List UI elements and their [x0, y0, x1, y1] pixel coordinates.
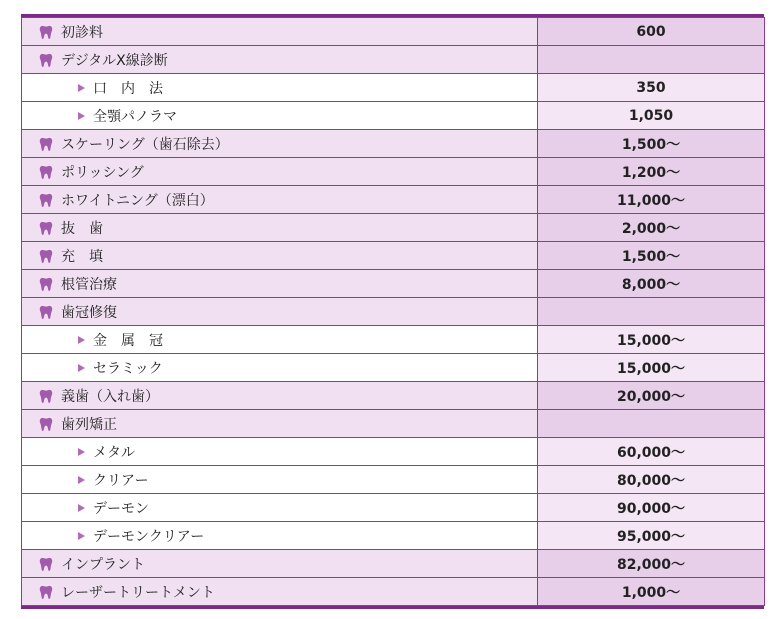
- treatment-cell: [22, 410, 538, 438]
- treatment-label-wrap: [22, 46, 537, 73]
- treatment-name: スケーリング（歯石除去）: [61, 136, 229, 153]
- tooth-icon: [38, 584, 54, 600]
- triangle-arrow-icon: [78, 112, 85, 120]
- tooth-icon: [38, 136, 54, 152]
- treatment-name: レーザートリートメント: [61, 584, 215, 601]
- price-cell: 8,000～: [538, 270, 765, 298]
- treatment-label-wrap: [22, 18, 537, 45]
- tooth-icon: [38, 52, 54, 68]
- price-cell: 15,000～: [538, 354, 765, 382]
- treatment-name: クリアー: [93, 472, 149, 489]
- treatment-label-wrap: [22, 382, 537, 409]
- treatment-name: 根管治療: [61, 276, 117, 293]
- treatment-name: セラミック: [93, 360, 163, 377]
- treatment-cell: [22, 382, 538, 410]
- treatment-name: 充 填: [61, 248, 103, 265]
- category-row: [22, 214, 765, 242]
- price-cell: 1,050: [538, 102, 765, 130]
- treatment-label-wrap: [22, 410, 537, 437]
- treatment-cell: [22, 550, 538, 578]
- treatment-label-wrap: [22, 438, 537, 465]
- sub-row: [22, 74, 765, 102]
- triangle-arrow-icon: [78, 476, 85, 484]
- category-row: [22, 158, 765, 186]
- treatment-name: 金 属 冠: [93, 332, 163, 349]
- treatment-label-wrap: [22, 130, 537, 157]
- treatment-name: 初診料: [61, 24, 103, 41]
- treatment-name: ポリッシング: [61, 164, 144, 181]
- price-table-container: [21, 14, 764, 609]
- treatment-cell: [22, 186, 538, 214]
- treatment-cell: [22, 102, 538, 130]
- sub-row: [22, 438, 765, 466]
- treatment-cell: [22, 130, 538, 158]
- price-cell: [538, 46, 765, 74]
- treatment-cell: [22, 214, 538, 242]
- treatment-name: インプラント: [61, 556, 145, 573]
- price-cell: 600: [538, 18, 765, 46]
- price-cell: 15,000～: [538, 326, 765, 354]
- tooth-icon: [38, 276, 54, 292]
- treatment-label-wrap: [22, 494, 537, 521]
- treatment-label-wrap: [22, 326, 537, 353]
- treatment-label-wrap: [22, 522, 537, 549]
- treatment-cell: [22, 438, 538, 466]
- treatment-cell: [22, 354, 538, 382]
- price-cell: 1,000～: [538, 578, 765, 606]
- category-row: [22, 242, 765, 270]
- treatment-label-wrap: [22, 186, 537, 213]
- price-cell: [538, 410, 765, 438]
- price-cell: 1,500～: [538, 242, 765, 270]
- price-cell: 80,000～: [538, 466, 765, 494]
- sub-row: [22, 354, 765, 382]
- category-row: [22, 382, 765, 410]
- price-cell: 2,000～: [538, 214, 765, 242]
- category-row: [22, 410, 765, 438]
- treatment-label-wrap: [22, 354, 537, 381]
- price-cell: 82,000～: [538, 550, 765, 578]
- tooth-icon: [38, 388, 54, 404]
- price-cell: 350: [538, 74, 765, 102]
- treatment-cell: [22, 494, 538, 522]
- tooth-icon: [38, 192, 54, 208]
- treatment-name: デジタルX線診断: [61, 52, 168, 69]
- treatment-cell: [22, 46, 538, 74]
- treatment-name: 全顎パノラマ: [93, 108, 177, 125]
- price-cell: 1,500～: [538, 130, 765, 158]
- tooth-icon: [38, 304, 54, 320]
- treatment-cell: [22, 578, 538, 606]
- treatment-cell: [22, 270, 538, 298]
- sub-row: [22, 522, 765, 550]
- sub-row: [22, 102, 765, 130]
- triangle-arrow-icon: [78, 84, 85, 92]
- category-row: [22, 298, 765, 326]
- category-row: [22, 186, 765, 214]
- tooth-icon: [38, 556, 54, 572]
- price-cell: 1,200～: [538, 158, 765, 186]
- treatment-label-wrap: [22, 578, 537, 605]
- treatment-label-wrap: [22, 550, 537, 577]
- treatment-cell: [22, 242, 538, 270]
- triangle-arrow-icon: [78, 448, 85, 456]
- bottom-border-bar: [21, 606, 764, 609]
- treatment-label-wrap: [22, 466, 537, 493]
- triangle-arrow-icon: [78, 532, 85, 540]
- tooth-icon: [38, 164, 54, 180]
- triangle-arrow-icon: [78, 504, 85, 512]
- treatment-label-wrap: [22, 102, 537, 129]
- triangle-arrow-icon: [78, 336, 85, 344]
- triangle-arrow-icon: [78, 364, 85, 372]
- treatment-cell: [22, 466, 538, 494]
- treatment-name: 義歯（入れ歯）: [61, 388, 159, 405]
- category-row: [22, 130, 765, 158]
- treatment-label-wrap: [22, 74, 537, 101]
- treatment-label-wrap: [22, 242, 537, 269]
- sub-row: [22, 326, 765, 354]
- category-row: [22, 550, 765, 578]
- price-cell: 11,000～: [538, 186, 765, 214]
- price-cell: 20,000～: [538, 382, 765, 410]
- price-table-body: [22, 18, 765, 606]
- price-cell: 95,000～: [538, 522, 765, 550]
- treatment-label-wrap: [22, 298, 537, 325]
- treatment-name: ホワイトニング（漂白）: [61, 192, 214, 209]
- category-row: [22, 18, 765, 46]
- treatment-name: 歯冠修復: [61, 304, 117, 321]
- treatment-name: 抜 歯: [61, 220, 103, 237]
- category-row: [22, 270, 765, 298]
- treatment-name: デーモンクリアー: [93, 528, 205, 545]
- price-cell: 60,000～: [538, 438, 765, 466]
- treatment-label-wrap: [22, 270, 537, 297]
- tooth-icon: [38, 220, 54, 236]
- treatment-cell: [22, 522, 538, 550]
- category-row: [22, 46, 765, 74]
- treatment-cell: [22, 158, 538, 186]
- treatment-name: デーモン: [93, 500, 149, 517]
- tooth-icon: [38, 416, 54, 432]
- tooth-icon: [38, 24, 54, 40]
- treatment-cell: [22, 298, 538, 326]
- treatment-name: 歯列矯正: [61, 416, 117, 433]
- sub-row: [22, 466, 765, 494]
- price-table: [21, 17, 765, 606]
- treatment-cell: [22, 74, 538, 102]
- sub-row: [22, 494, 765, 522]
- treatment-label-wrap: [22, 158, 537, 185]
- treatment-cell: [22, 18, 538, 46]
- price-cell: 90,000～: [538, 494, 765, 522]
- price-cell: [538, 298, 765, 326]
- treatment-label-wrap: [22, 214, 537, 241]
- treatment-cell: [22, 326, 538, 354]
- category-row: [22, 578, 765, 606]
- tooth-icon: [38, 248, 54, 264]
- treatment-name: メタル: [93, 444, 135, 461]
- treatment-name: 口 内 法: [93, 80, 163, 97]
